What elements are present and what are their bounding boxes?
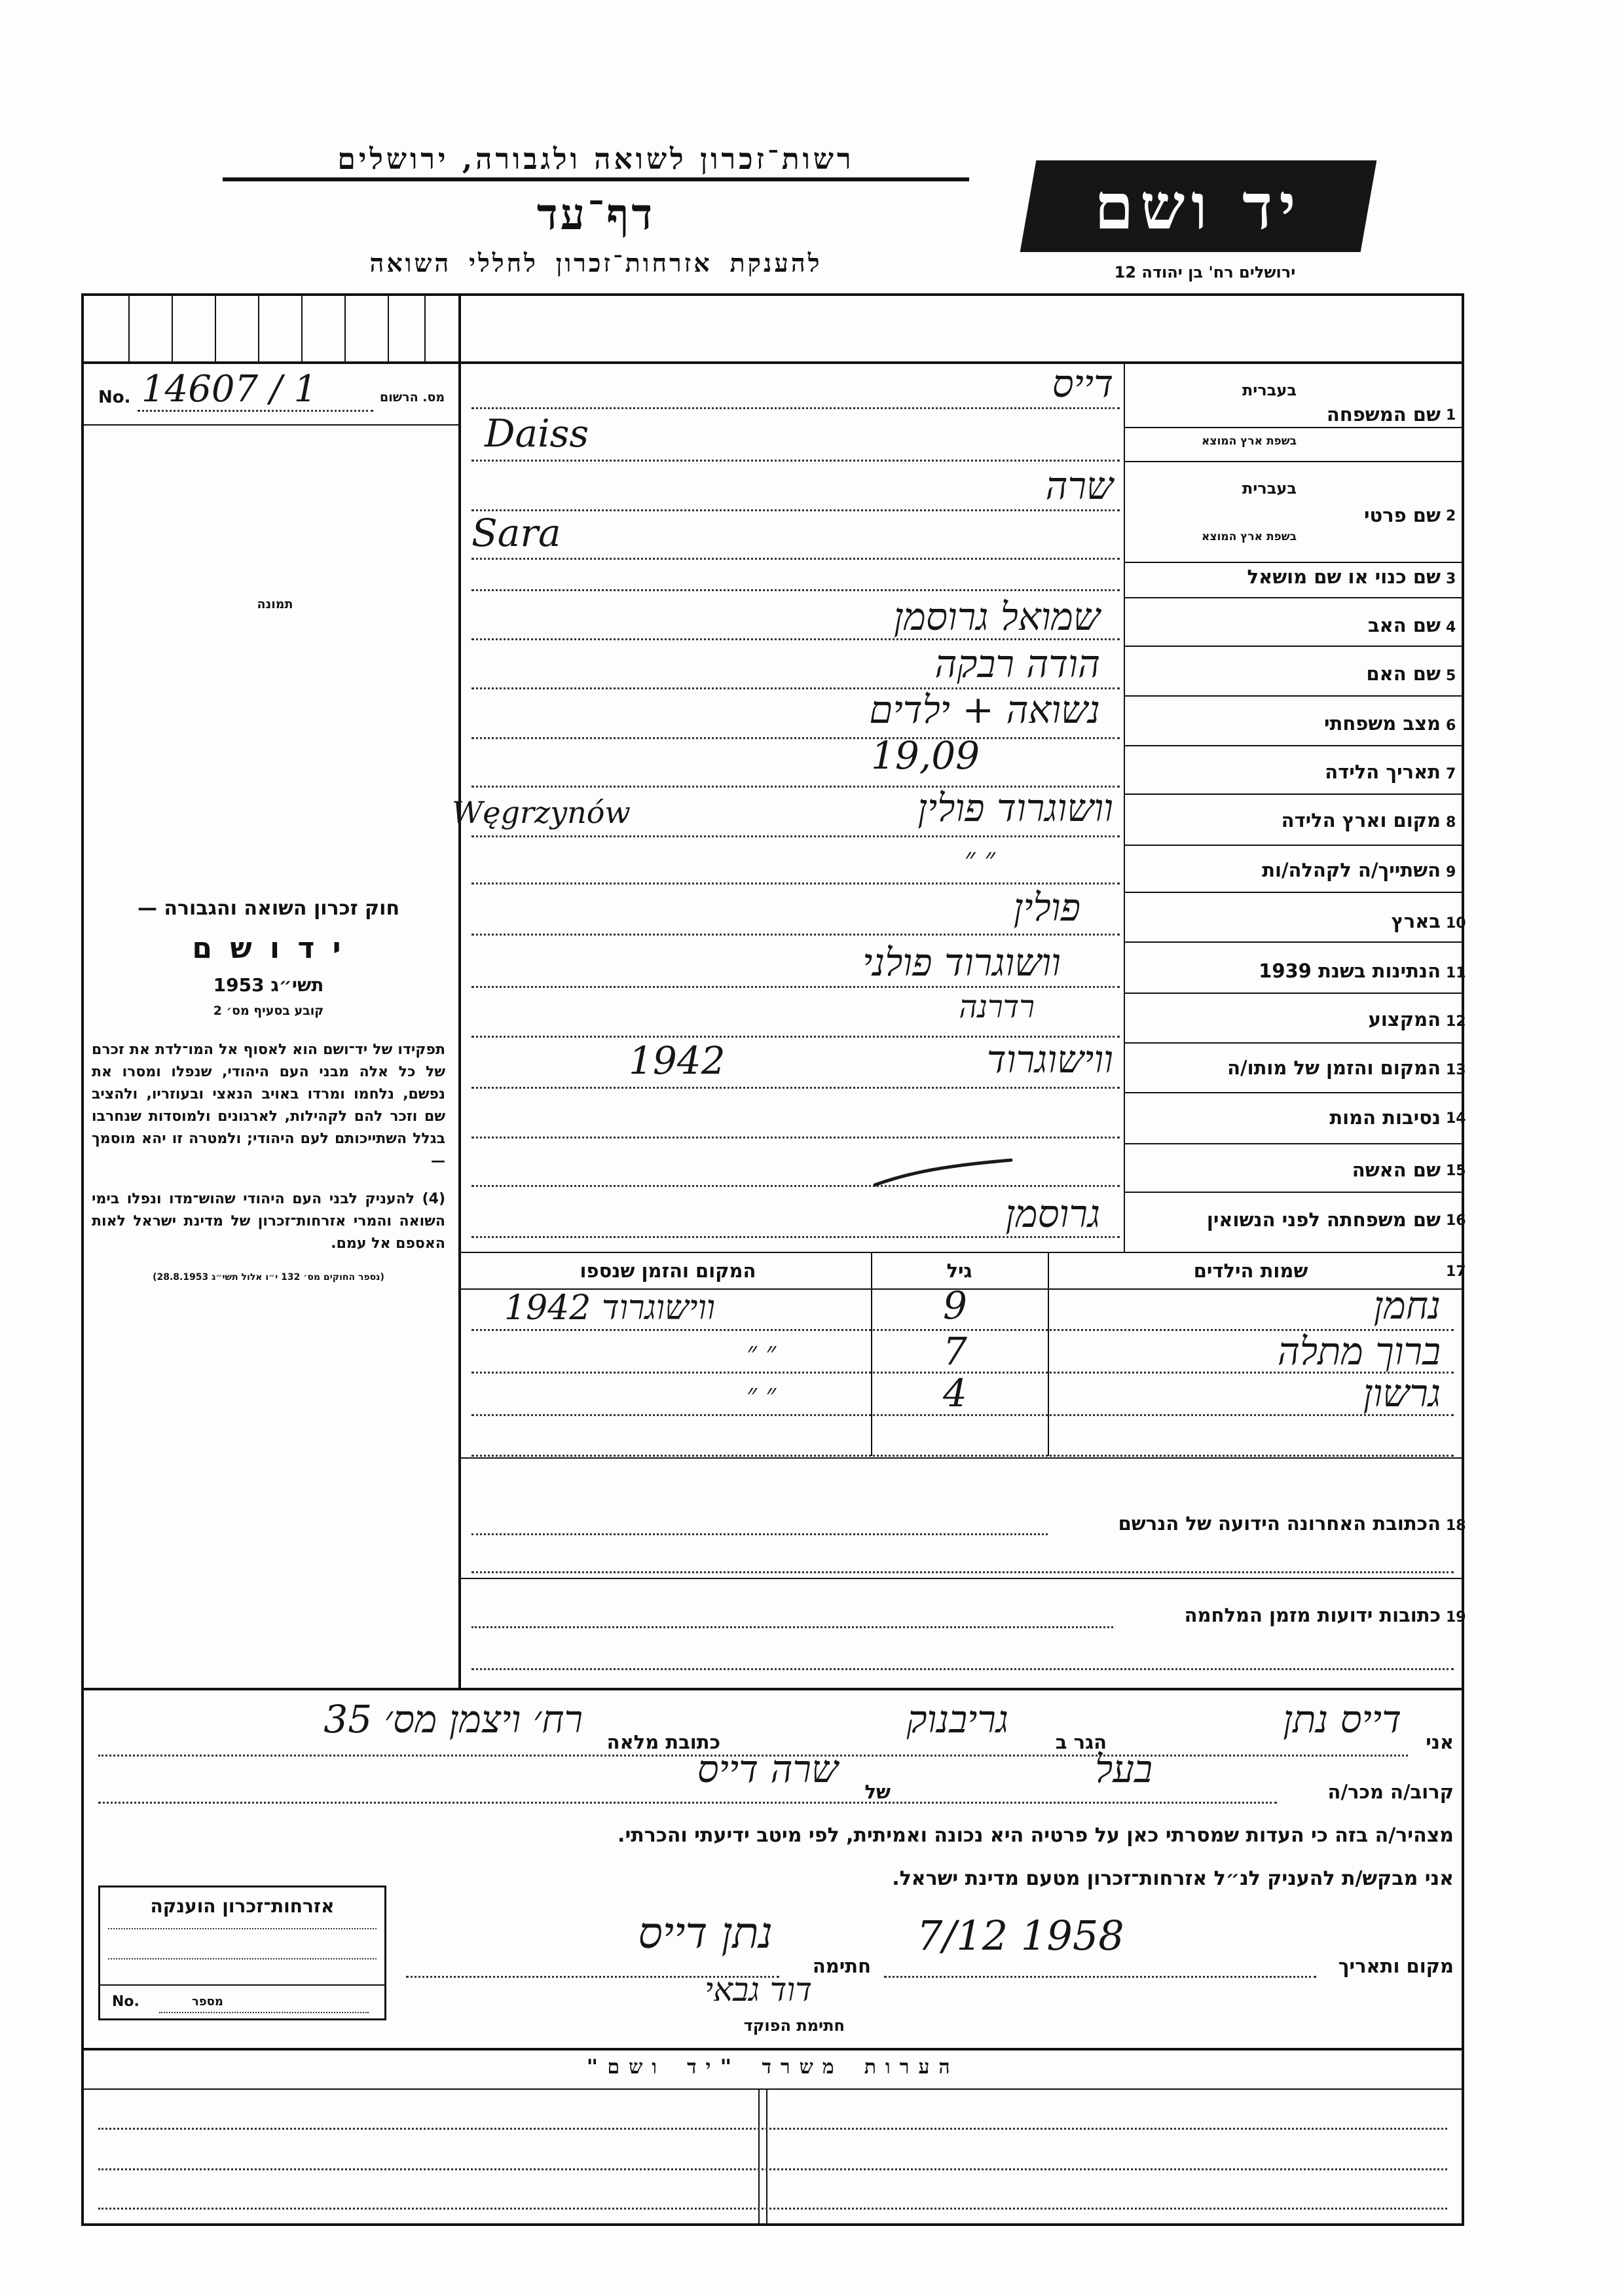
field-13-value-year: 1942: [629, 1038, 726, 1083]
decl-signature: נתן דייס: [638, 1908, 773, 1958]
children-col-age: גיל: [946, 1260, 972, 1282]
field-15-label: שם האשה: [1352, 1159, 1441, 1181]
photo-label: תמונה: [257, 597, 293, 611]
office-notes-title: הערות משרד "יד ושם": [586, 2056, 959, 2079]
field-1-sub-hebrew: בעברית: [1242, 381, 1297, 399]
child-3-age: 4: [943, 1371, 967, 1415]
field-2-value-hebrew: שרה: [1045, 464, 1113, 508]
decl-relation-name: שרה דייס: [697, 1747, 838, 1791]
citizenship-box-title: אזרחות־זכרון הוענקה: [150, 1895, 335, 1917]
field-7-value: 19,09: [871, 733, 980, 778]
logo-address: ירושלים רח' בן יהודה 12: [1114, 263, 1296, 282]
field-9-value: ״ ״: [964, 842, 995, 875]
law-paragraph-2: (4) להעניק לבני העם היהודי שהוש־מדו ונפלו בימי השואה והמרי אזרחות־זכרון של מדינת ישראל לאות האספם אל עמם.: [92, 1191, 445, 1252]
field-18-label: הכתובת האחרונה הידועה של הנרשם: [1118, 1512, 1441, 1535]
field-2-label: שם פרטי: [1363, 504, 1441, 526]
field-5-label: שם האם: [1366, 663, 1441, 685]
field-4-value: שמואל גרוסמן: [893, 594, 1100, 639]
decl-place-date-label: מקום ותאריך: [1338, 1955, 1454, 1977]
decl-relation-label: קרוב/ה מכר/ה: [1327, 1781, 1454, 1803]
field-16-label: שם משפחתה לפני הנשואין: [1206, 1209, 1441, 1231]
field-11-value: וושוגרוד פולני: [862, 940, 1061, 985]
decl-address: רח׳ ויצמן מס׳ 35: [323, 1697, 583, 1741]
field-19-label: כתובות ידועות מזמן המלחמה: [1184, 1604, 1441, 1626]
child-3-name: גרשון: [1363, 1371, 1441, 1415]
child-1-place: 1942 ווישוגרוד: [504, 1288, 716, 1328]
decl-officer-label: חתימת הפוקד: [743, 2016, 845, 2035]
child-3-place: ״ ״: [747, 1377, 777, 1410]
institution-line: רשות־זכרון לשואה ולגבורה, ירושלים: [223, 143, 969, 181]
registration-value: 14607 / 1: [141, 368, 318, 410]
field-6-label: מצב משפחתי: [1323, 712, 1441, 735]
form-title: דף־עד: [536, 189, 655, 240]
children-col-place: המקום והזמן שנספו: [580, 1260, 756, 1282]
field-6-value: נשואה + ילדים: [869, 687, 1100, 732]
field-9-label: השתייך/ה לקהלה/ות: [1262, 859, 1441, 881]
field-2-sub-origin: בשפת ארץ המוצא: [1201, 530, 1297, 543]
field-15-pen-stroke: [871, 1152, 1015, 1192]
law-clause: קובע בסעיף מס׳ 2: [213, 1004, 324, 1018]
field-10-label: בארץ: [1391, 910, 1441, 932]
field-13-label: המקום והזמן של מותו/ה: [1227, 1057, 1441, 1079]
decl-relation: בעל: [1095, 1747, 1153, 1791]
field-12-label: המקצוע: [1368, 1008, 1441, 1030]
field-10-value: פולין: [1013, 885, 1080, 930]
field-7-label: תאריך הלידה: [1325, 761, 1441, 783]
form-subtitle: להענקת אזרחות־זכרון לחללי השואה: [369, 249, 822, 278]
law-title: חוק זכרון השואה והגבורה —: [137, 897, 400, 920]
field-11-label: הנתינות בשנת 1939: [1259, 960, 1441, 982]
children-col-names: שמות הילדים: [1193, 1260, 1308, 1282]
field-4-label: שם האב: [1367, 614, 1441, 636]
decl-officer-signature: דוד גבאי: [704, 1971, 812, 2009]
field-1-value-hebrew: דייס: [1052, 361, 1113, 406]
child-2-age: 7: [943, 1329, 967, 1374]
decl-date: 7/12 1958: [917, 1912, 1124, 1959]
field-1-label: שם המשפחה: [1326, 403, 1441, 426]
yad-vashem-logo: [1020, 160, 1377, 252]
decl-declarant-name: דייס נתן: [1283, 1697, 1401, 1741]
child-1-name: נחמן: [1373, 1283, 1441, 1328]
decl-statement-2: אני מבקש/ת להעניק לנ״ל אזרחות־זכרון מטעם מדינת ישראל.: [892, 1867, 1454, 1890]
child-1-age: 9: [943, 1283, 967, 1328]
law-paragraph-1: תפקידו של יד־ושם הוא לאסוף אל המו־לדת את זכרם של כל אלה מבני העם היהודי, שנפלו ומסרו את נפשם, נלחמו ומרדו באויב הנאצי ובעוזריו, ולהציב שם וזכר להם לקהילות, לארגונים ולמוסדות שנחרבו בגלל השתייכותם לעם היהודי; ולמטרה זו יהא מוסמך —: [92, 1042, 445, 1169]
field-2-sub-hebrew: בעברית: [1242, 479, 1297, 498]
field-5-value: הודה רבקה: [934, 642, 1100, 686]
decl-city: גריבנוק: [906, 1697, 1008, 1741]
field-12-value: רדרנה: [959, 989, 1035, 1025]
registration-prefix: No.: [98, 388, 131, 407]
field-1-value-origin: Daiss: [485, 411, 589, 456]
field-8-value: וושוגרוד פולין: [917, 786, 1113, 830]
field-16-value: גרוסמן: [1005, 1192, 1100, 1236]
child-2-place: ״ ״: [747, 1336, 777, 1368]
field-8-value-latin: Węgrzynów: [452, 795, 631, 830]
law-year: תשי״ג 1953: [213, 974, 324, 996]
law-source: (נספר החוקים מס׳ 132 י״ו אלול תשי״ג 28.8.1953): [153, 1272, 384, 1283]
decl-relation-of: של: [864, 1781, 891, 1803]
decl-address-label: כתובת מלאה: [606, 1731, 720, 1753]
law-name: י ד ו ש ם: [192, 932, 345, 965]
citizenship-box-no: No.: [112, 1994, 139, 2010]
field-3-label: שם כנוי או שם מושאל: [1247, 566, 1441, 588]
decl-statement-1: מצהיר/ה בזה כי העדות שמסרתי כאן על פרטיה היא נכונה ואמיתית, לפי מיטב ידיעתי והכרתי.: [618, 1824, 1454, 1847]
field-13-value-place: ווישוגרוד: [986, 1037, 1113, 1082]
field-14-label: נסיבות המות: [1329, 1106, 1441, 1129]
logo-text: יד ושם: [1094, 170, 1302, 244]
field-1-sub-origin: בשפת ארץ המוצא: [1201, 435, 1297, 448]
registration-label: מס. הרשום: [380, 390, 445, 405]
field-2-value-origin: Sara: [471, 511, 561, 555]
decl-signature-label: חתימה: [812, 1955, 871, 1977]
decl-lives-in: הגר ב: [1055, 1731, 1107, 1753]
decl-ani: אני: [1426, 1731, 1454, 1753]
testimony-page: רשות־זכרון לשואה ולגבורה, ירושלים דף־עד להענקת אזרחות־זכרון לחללי השואה יד ושם ירושלים רח' בן יהודה 12 No. 14607 / 1 מס. הרשום תמונה חוק זכרון השואה והגבורה — י ד ו ש ם תשי״ג 1953 קובע בסעיף מס׳ 2 תפקידו של יד־ושם הוא לאסוף אל המו־לדת את זכרם של כל אלה מבני העם היהודי, שנפלו ומסרו את נפשם, נלחמו ומרדו באויב הנאצי ובעוזריו, ולהציב שם וזכר להם לקהילות, לארגונים ולמוסדות שנחרבו בגלל השתייכותם לעם היהודי; ולמטרה זו יהא מוסמך — (4) להעניק לבני העם היהודי שהוש־מדו ונפלו בימי השואה והמרי אזרחות־זכרון של מדינת ישראל לאות האספם אל עמם. (נספר החוקים מס׳ 132 י״ו אלול תשי״ג 28.8.1953) 1 שם המשפחה בעברית בשפת ארץ המוצא דייס Daiss 2 שם פרטי בעברית בשפת ארץ המוצא שרה Sara 3 שם כנוי או שם מושאל 4 שם האב שמואל גרוסמן 5 שם האם הודה רבקה 6 מצב משפחתי נשואה + ילדים 7 תאריך הלידה 19,09 8 מקום וארץ הלידה Węgrzynów וושוגרוד פולין 9 השתייך/ה לקהלה/ות ״ ״ 10 בארץ פולין 11 הנתינות בשנת 1939 וושוגרוד פולני 12 המקצוע רדרנה 13 המקום והזמן של מותו/ה 1942 ווישוגרוד 14 נסיבות המות 15 שם האשה 16 שם משפחתה לפני הנשואין גרוסמן 17 שמות הילדים גיל המקום והזמן שנספו נחמן 9 1942 ווישוגרוד ברוך מתלה 7 ״ ״ גרשון 4 ״ ״ 18 הכתובת האחרונה הידועה של הנרשם 19 כתובות ידועות מזמן המלחמה אני דייס נתן הגר ב גריבנוק כתובת מלאה רח׳ ויצמן מס׳ 35 קרוב/ה מכר/ה בעל של שרה דייס מצהיר/ה בזה כי העדות שמסרתי כאן על פרטיה היא נכונה ואמיתית, לפי מיטב ידיעתי והכרתי. אני מבקש/ת להעניק לנ״ל אזרחות־זכרון מטעם מדינת ישראל. מקום ותאריך 7/12 1958 חתימה נתן דייס דוד גבאי חתימת הפוקד אזרחות־זכרון הוענקה No. מספר הערות משרד "יד ושם": [0, 0, 1624, 2296]
registration-number: [98, 368, 452, 419]
citizenship-box: [98, 1886, 386, 2020]
citizenship-box-no-he: מספר: [192, 1995, 223, 2009]
child-2-name: ברוך מתלה: [1277, 1329, 1441, 1374]
field-8-label: מקום וארץ הלידה: [1281, 809, 1441, 831]
law-box: [92, 897, 445, 1283]
